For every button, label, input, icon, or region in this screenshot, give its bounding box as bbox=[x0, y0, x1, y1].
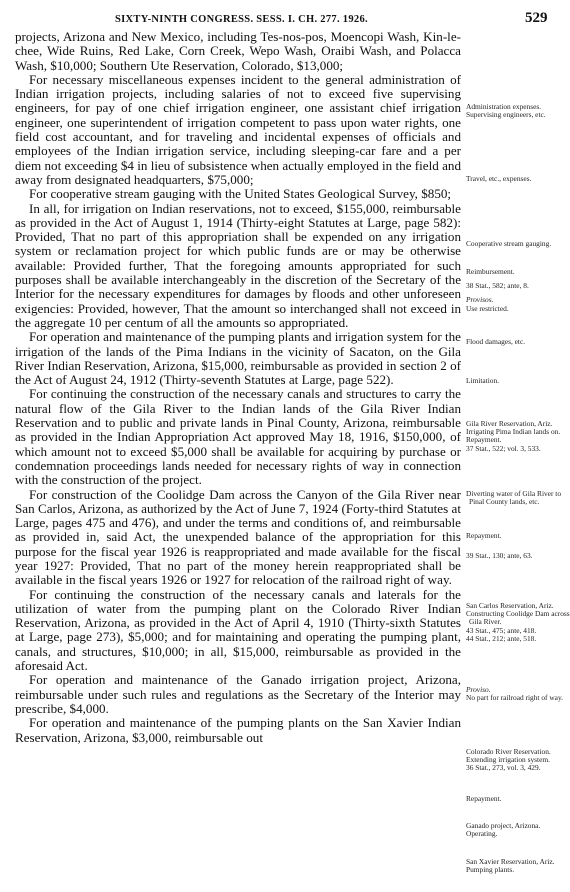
margin-note-line: Repayment. bbox=[466, 531, 502, 540]
margin-note-line: 36 Stat., 273, vol. 3, 429. bbox=[466, 763, 541, 773]
margin-note bbox=[466, 175, 570, 183]
margin-note-line: Extending irrigation system. bbox=[466, 755, 550, 765]
margin-note-line: Repayment. bbox=[466, 794, 502, 803]
margin-note bbox=[466, 490, 570, 506]
paragraph: In all, for irrigation on Indian reservations, not to exceed, $155,000, reimbursable as provided in the Act of August 1, 1914 (Thirty-eight Statutes at Large, page 582): Provided, That no part of this appropriation shall be expended on any irrigation system or reclamation project for which public funds are or may be otherwise available: Provided further, That the foregoing amounts appropriated for such purposes shall be available interchangeably in the discretion of the Secretary of the Interior for the necessary expenditures for damages by floods and other unforeseen exigencies: Provided, however, That the amount so interchanged shall not exceed in the aggregate 10 per centum of all the amounts so appropriated. bbox=[15, 200, 461, 330]
paragraph: For operation and maintenance of the pumping plants on the San Xavier Indian Reservation, Arizona, $3,000, reimbursable out bbox=[15, 715, 461, 745]
paragraph: For construction of the Coolidge Dam across the Canyon of the Gila River near San Carlos, Arizona, as authorized by the Act of June 7, 1924 (Forty-third Statutes at Large, pages 475 and 476), and under the terms and conditions of, and reimbursable as provided in, said Act, the unexpended balance of the appropriation for this purpose for the fiscal year 1926 is reappropriated and made available for the fiscal year 1927: Provided, That no part of the money herein reappropriated shall be available in the fiscal years 1926 or 1927 for relocation of the railroad right of way. bbox=[15, 486, 461, 588]
paragraph: For continuing the construction of the necessary canals and structures to carry the natural flow of the Gila River to the Indian lands of the Gila River Indian Reservation and to public and private lands in Pinal County, Arizona, reimbursable as provided in the Indian Appropriation Act approved May 18, 1916, $150,000, of which amount not to exceed $5,000 shall be available for acquiring by purchase or condemnation proceedings lands needed for necessary rights of way in connection with the construction of the project. bbox=[15, 386, 461, 488]
page-header bbox=[0, 10, 570, 30]
margin-note-line: Supervising engineers, etc. bbox=[466, 110, 546, 120]
margin-note-line: Diverting water of Gila River to Pinal County lands, etc. bbox=[466, 489, 562, 507]
margin-note bbox=[466, 338, 570, 346]
margin-note-line: 43 Stat., 475; ante, 418. bbox=[466, 625, 537, 635]
margin-note bbox=[466, 552, 570, 560]
paragraph: For operation and maintenance of the Ganado irrigation project, Arizona, reimbursable under such rules and regulations as the Secretary of the Interior may prescribe, $4,000. bbox=[15, 672, 461, 716]
margin-note-line: Travel, etc., expenses. bbox=[466, 174, 532, 183]
margin-note-line: 38 Stat., 582; ante, 8. bbox=[466, 281, 529, 291]
margin-note-line: Use restricted. bbox=[466, 303, 509, 313]
margin-note-line: Colorado River Reservation. bbox=[466, 747, 551, 756]
margin-note bbox=[466, 822, 570, 838]
margin-note-line: Operating. bbox=[466, 829, 498, 839]
paragraph: For cooperative stream gauging with the United States Geological Survey, $850; bbox=[29, 186, 452, 202]
margin-note bbox=[466, 103, 570, 119]
margin-note-line: Reimbursement. bbox=[466, 267, 515, 276]
margin-note-line: Gila River Reservation, Ariz. bbox=[466, 419, 553, 428]
running-head: SIXTY-NINTH CONGRESS. SESS. I. CH. 277. 1926. bbox=[115, 14, 368, 25]
margin-note-line: San Xavier Reservation, Ariz. bbox=[466, 857, 555, 866]
margin-note bbox=[466, 420, 570, 453]
body-text bbox=[15, 30, 461, 745]
page-number: 529 bbox=[525, 10, 548, 26]
margin-note-line: Administration expenses. bbox=[466, 102, 542, 111]
margin-note bbox=[466, 377, 570, 385]
margin-note-line: 39 Stat., 130; ante, 63. bbox=[466, 551, 533, 560]
paragraph: projects, Arizona and New Mexico, including Tes-nos-pos, Moencopi Wash, Kin-le-chee, Wide Ruins, Red Lake, Corn Creek, Wepo Wash, Oraibi Wash, and Polacca Wash, $10,000; Southern Ute Reservation, Colorado, $13,000; bbox=[15, 29, 461, 73]
paragraph: For operation and maintenance of the pumping plants and irrigation system for the irrigation of the lands of the Pima Indians in the vicinity of Sacaton, on the Gila River Indian Reservation, Arizona, $15,000, reimbursable as provided in section 2 of the Act of August 24, 1912 (Thirty-seventh Statutes at Large, page 522). bbox=[15, 329, 461, 388]
margin-note bbox=[466, 858, 570, 874]
margin-note-line: Constructing Coolidge Dam across Gila River. bbox=[466, 609, 570, 627]
margin-note-line: 37 Stat., 522; vol. 3, 533. bbox=[466, 443, 541, 453]
margin-note bbox=[466, 602, 570, 643]
margin-note bbox=[466, 532, 570, 540]
margin-note-line: San Carlos Reservation, Ariz. bbox=[466, 601, 554, 610]
margin-note bbox=[466, 686, 570, 702]
margin-note bbox=[466, 748, 570, 773]
margin-note bbox=[466, 240, 570, 248]
margin-note bbox=[466, 795, 570, 803]
margin-note-line: Ganado project, Arizona. bbox=[466, 821, 541, 830]
margin-note-line: Proviso. bbox=[466, 685, 491, 694]
margin-note-line: Repayment. bbox=[466, 435, 502, 445]
margin-note-line: No part for railroad right of way. bbox=[466, 693, 564, 703]
margin-note-line: 44 Stat., 212; ante, 518. bbox=[466, 633, 537, 643]
margin-note-line: Irrigating Pima Indian lands on. bbox=[466, 427, 561, 437]
paragraph: For continuing the construction of the necessary canals and laterals for the utilization of water from the pumping plant on the Colorado River Indian Reservation, Arizona, as provided in the Act of April 4, 1910 (Thirty-sixth Statutes at Large, page 273), $5,000; and for maintaining and operating the pumping plant, canals, and structures, $10,000; in all, $15,000, reimbursable as provided in the aforesaid Act. bbox=[15, 586, 461, 674]
margin-note bbox=[466, 268, 570, 313]
margin-note-line: Cooperative stream gauging. bbox=[466, 239, 552, 248]
margin-note-line: Flood damages, etc. bbox=[466, 337, 526, 346]
margin-note-line: Provisos. bbox=[466, 295, 494, 305]
margin-note-line: Pumping plants. bbox=[466, 865, 515, 875]
margin-note-line: Limitation. bbox=[466, 376, 500, 385]
paragraph: For necessary miscellaneous expenses incident to the general administration of Indian irrigation projects, including salaries of not to exceed five supervising engineers, for pay of one chief irrigation engineer, one assistant chief irrigation engineer, one superintendent of irrigation competent to pass upon water rights, one field cost accountant, and for traveling and incidental expenses of officials and employees of the Indian irrigation service, including sleeping-car fare and a per diem not exceeding $4 in lieu of subsistence when actually employed in the field and away from designated headquarters, $75,000; bbox=[15, 71, 461, 187]
